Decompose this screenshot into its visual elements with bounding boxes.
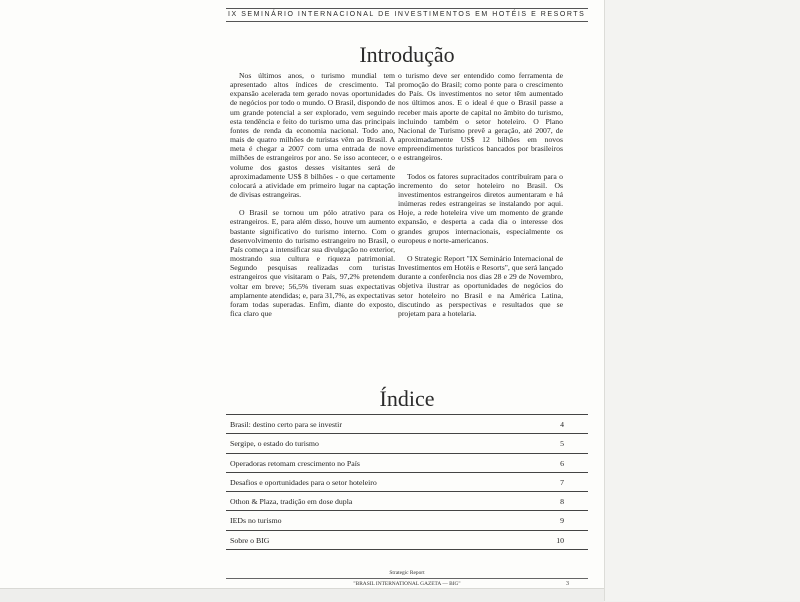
toc-entry-page: 4 (560, 420, 564, 429)
paragraph: O Brasil se tornou um pólo atrativo para os estrangeiros. E, para além disso, houve um aumento bastante significativo do turismo interno. Com o desenvolvimento do turismo estrangeiro no Brasil, o País começa a intensificar sua divulgação no exterior, mostrando sua cultura e riqueza patrimonial. Segundo pesquisas realizadas com turistas estrangeiros que visitaram o País, 97,2% pretendem voltar em breve; 56,5% tiveram suas expectativas amplamente atendidas; e, para 31,7%, as expectativas foram todas superadas. Enfim, diante do exposto, fica claro que (230, 208, 395, 318)
page-number: 3 (566, 581, 569, 587)
toc-bottom-rule (226, 549, 588, 550)
scan-margin-bottom (0, 588, 604, 602)
toc-entry-page: 9 (560, 516, 564, 526)
header-rule-top (226, 8, 588, 9)
toc-entry (226, 530, 588, 549)
intro-title: Introdução (359, 42, 455, 67)
toc-entry-page: 10 (556, 535, 564, 545)
toc-entry-page: 8 (560, 497, 564, 507)
paragraph: O Strategic Report "IX Seminário Internacional de Investimentos em Hotéis e Resorts", que será lançado durante a conferência nos dias 28 e 29 de Novembro, objetiva ilustrar as oportunidades de negócios do setor hoteleiro no Brasil e na América Latina, discutindo as perspectivas e resultados que se projetam para a hotelaria. (398, 254, 563, 318)
toc-entry (226, 510, 588, 529)
toc-entry-title: Brasil: destino certo para se investir (230, 420, 342, 429)
toc-entry-page: 5 (560, 439, 564, 449)
toc-entry-title: Othon & Plaza, tradição em dose dupla (230, 497, 353, 507)
paragraph: Nos últimos anos, o turismo mundial tem apresentado altos índices de crescimento. Tal expansão acelerada tem gerado novas oportunidades de negócios por todo o mundo. O Brasil, dispondo de um grande potencial a ser explorado, vem seguindo esta tendência e feito do turismo uma das principais fontes de renda da economia nacional. Todo ano, mais de quatro milhões de turistas vêm ao Brasil. A meta é chegar a 2007 com uma entrada de nove milhões de estrangeiros por ano. Se isso acontecer, o volume dos gastos desses visitantes será de aproximadamente US$ 8 bilhões - o que certamente colocará a atividade em primeiro lugar na captação de divisas estrangeiras. (230, 71, 395, 200)
header-rule-bottom (226, 21, 588, 22)
left-column (230, 71, 395, 327)
paragraph: o turismo deve ser entendido como ferramenta de promoção do Brasil; como ponte para o crescimento do País. Os investimentos no setor têm aumentado nos últimos anos. E o ideal é que o Brasil passe a receber mais aporte de capital no âmbito do turismo, incluindo também o setor hoteleiro. O Plano Nacional de Turismo prevê a geração, até 2007, de aproximadamente US$ 12 bilhões em novos empreendimentos turísticos bancados por brasileiros e estrangeiros. (398, 71, 563, 163)
scan-margin-right (604, 0, 800, 601)
toc-entry-title: Sobre o BIG (230, 535, 270, 545)
index-title: Índice (379, 386, 435, 411)
toc-entry (226, 433, 588, 452)
toc-entry-page: 7 (560, 477, 564, 487)
right-column (398, 71, 563, 327)
toc-entry-title: Desafios e oportunidades para o setor hoteleiro (230, 477, 377, 487)
table-of-contents (226, 414, 588, 550)
footer-gazette: "BRASIL INTERNATIONAL GAZETA — BIG" (353, 581, 461, 587)
footer-rule (226, 578, 588, 579)
toc-entry-title: Sergipe, o estado do turismo (230, 439, 319, 449)
toc-entry (226, 414, 588, 433)
footer-publication: Strategic Report (389, 570, 425, 576)
paragraph: Todos os fatores supracitados contribuíram para o incremento do setor hoteleiro no Brasil. Os investimentos estrangeiros diretos aumentaram e há inúmeras redes estrangeiras se instalando por aqui. Hoje, a rede hoteleira vive um momento de grande expansão, e desperta a cada dia o interesse dos grandes grupos internacionais, especialmente os europeus e norte-americanos. (398, 171, 563, 245)
toc-entry (226, 453, 588, 472)
running-header: IX SEMINÁRIO INTERNACIONAL DE INVESTIMENTOS EM HOTÉIS E RESORTS (228, 11, 586, 18)
toc-entry (226, 491, 588, 510)
toc-entry (226, 472, 588, 491)
toc-entry-page: 6 (560, 458, 564, 468)
toc-entry-title: IEDs no turismo (230, 516, 282, 526)
toc-entry-title: Operadoras retomam crescimento no País (230, 458, 360, 468)
